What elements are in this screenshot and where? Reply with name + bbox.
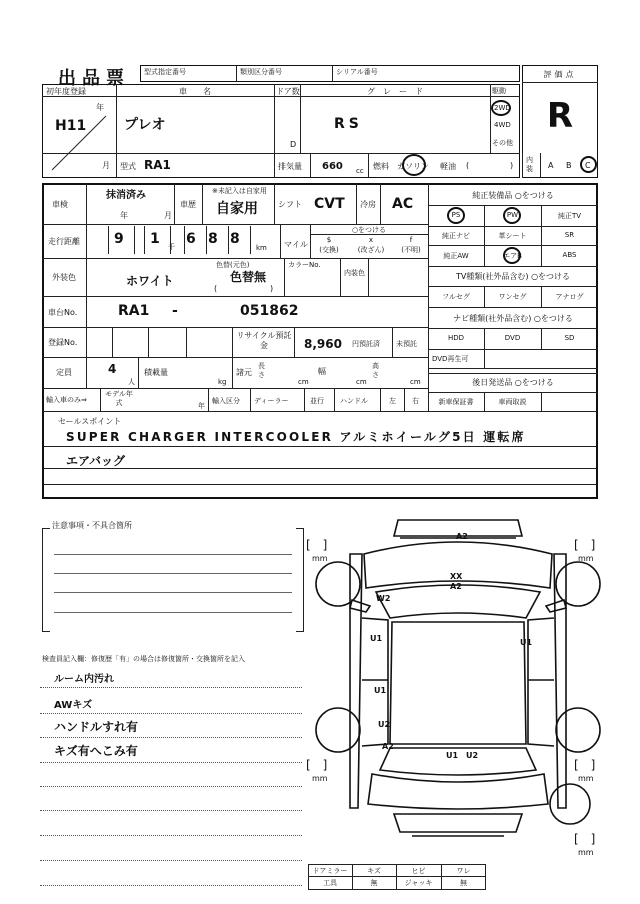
persons-label: 人 (128, 378, 135, 386)
model-year-year: 年 (198, 402, 205, 410)
navi-dvd-playback: DVD再生可 (432, 355, 469, 363)
color-label: 外装色 (52, 273, 76, 282)
history-label: 車歴 (180, 200, 196, 209)
navi-hdd: HDD (447, 334, 465, 342)
navi-sd: SD (564, 334, 575, 342)
mileage-digit: 9 (114, 231, 124, 247)
recycle-label: リサイクル預託金 (236, 331, 292, 350)
fuel-diesel: 軽油 (440, 162, 456, 171)
history-note: ※未記入は自家用 (212, 187, 267, 195)
opt-pw: PW (506, 211, 519, 219)
load-label: 積載量 (144, 368, 168, 377)
evaluation-score: R (546, 96, 574, 136)
legend-h3: ヒビ (411, 867, 426, 875)
damage-mark: A2 (450, 582, 462, 591)
damage-mark: U1 (370, 634, 383, 643)
recycle-paid: 円預託済 (352, 340, 380, 348)
mileage-digit: 8 (230, 231, 240, 247)
km-label: km (256, 244, 267, 252)
ac-value: AC (392, 196, 414, 212)
damage-mark: W2 (376, 594, 391, 603)
note-item: AWキズ (54, 700, 93, 711)
type-cert-label: 型式指定番号 (144, 68, 186, 76)
inspection-label: 車検 (52, 200, 68, 209)
car-name-value: プレオ (124, 117, 166, 133)
model-year-label: モデル年式 (105, 390, 133, 407)
wheel-bracket-spare: [ ] (574, 832, 596, 846)
opt-ps-circle (447, 207, 465, 224)
car-damage-diagram (300, 508, 620, 868)
first-reg-value: H11 (55, 118, 87, 134)
opt-leather: 革シート (498, 232, 527, 240)
chassis-prefix: RA1 (118, 303, 150, 319)
interior-b: B (566, 161, 572, 170)
opt-navi: 純正ナビ (442, 232, 470, 240)
mm-label: mm (578, 774, 594, 783)
opt-sr: SR (564, 231, 575, 239)
sales-point-line1: SUPER CHARGER INTERCOOLER アルミホイールグ5日 運転席 (66, 430, 526, 444)
length-cm: cm (298, 378, 309, 386)
import-parallel: 並行 (310, 397, 324, 405)
drive-other: その他 (492, 139, 513, 147)
grade-value: RS (334, 116, 363, 132)
meter-s-text: (交換) (319, 246, 339, 254)
legend-h1: ドアミラー (312, 867, 348, 875)
import-category-label: 輸入区分 (212, 397, 240, 405)
category-label: 類別区分番号 (240, 68, 282, 76)
interior-c: C (585, 161, 591, 170)
interior-label: 内装 (526, 156, 533, 173)
inspector-label: 検査員記入欄：修復歴「有」の場合は修復箇所・交換箇所を記入 (42, 655, 245, 663)
chassis-label: 車台No. (48, 308, 78, 317)
fuel-gasoline: ガソリン (397, 162, 429, 171)
color-paren-open: ( (214, 284, 218, 293)
drive-label: 駆動 (492, 87, 506, 95)
legend-r3: ジャッキ (404, 879, 433, 887)
later-manual: 車両取説 (498, 398, 527, 406)
handle-label: ハンドル (340, 397, 368, 405)
note-item: ハンドルすれ有 (54, 720, 139, 734)
mileage-digit: 6 (186, 231, 196, 247)
opt-abs: ABS (562, 251, 577, 259)
height-label: 高さ (372, 362, 379, 379)
fuel-paren-close: ) (510, 161, 514, 170)
mm-label: mm (578, 554, 594, 563)
inspection-value: 抹消済み (106, 190, 146, 201)
chassis-dash: - (172, 303, 178, 319)
evaluation-label: 評価点 (543, 70, 577, 79)
handle-left: 左 (389, 397, 396, 405)
damage-mark: A2 (456, 532, 468, 541)
model-label: 型式 (120, 162, 136, 171)
mileage-digit: 1 (150, 231, 160, 247)
wheel-bracket-fr: [ ] (574, 538, 596, 552)
later-shipped-label: 後日発送品 ○をつける (472, 378, 554, 387)
tv-oneseg: ワンセグ (498, 293, 527, 301)
inspection-year: 年 (120, 211, 128, 220)
drive-2wd-circle (491, 100, 511, 116)
first-reg-slash (48, 104, 108, 172)
dims-label: 諸元 (236, 368, 252, 377)
color-change-value: 色替無 (230, 270, 267, 284)
wheel-bracket-rl: [ ] (306, 758, 328, 772)
caution-label: 注意事項・不具合箇所 (52, 521, 132, 530)
legend-h4: ワレ (456, 867, 471, 875)
import-label: 輸入車のみ⇒ (46, 396, 87, 404)
note-item: キズ有へこみ有 (54, 744, 138, 758)
mm-label: mm (312, 554, 328, 563)
color-paren-close: ) (270, 284, 274, 293)
opt-ps: PS (451, 211, 461, 219)
navi-type-label: ナビ種類(社外品含む) ○をつける (453, 314, 573, 323)
damage-mark: U1 U2 (446, 751, 479, 760)
fuel-paren-open: ( (466, 161, 470, 170)
mileage-digit: 8 (208, 231, 218, 247)
caution-bracket-left (42, 528, 50, 632)
length-label: 長さ (258, 362, 265, 379)
fuel-label: 燃料 (373, 162, 389, 171)
form-title: 出品票 (58, 68, 130, 89)
opt-airbag-circle (503, 247, 521, 264)
capacity-value: 4 (108, 362, 117, 376)
meter-f: f (409, 236, 413, 244)
chassis-number: 051862 (240, 303, 299, 319)
damage-mark: U1 (520, 638, 533, 647)
month-label: 月 (102, 161, 110, 170)
meter-f-text: (不明) (401, 246, 421, 254)
color-no-label: カラーNo. (288, 261, 321, 269)
fuel-gasoline-circle (402, 154, 426, 176)
legend-h2: キズ (367, 867, 381, 875)
meter-s: $ (326, 236, 332, 244)
doors-label: ドア数 (276, 87, 300, 96)
kg-label: kg (218, 378, 227, 386)
width-cm: cm (356, 378, 367, 386)
displacement-value: 660 (322, 161, 343, 172)
displacement-label: 排気量 (278, 162, 302, 171)
grade-label: グ レ ー ド (367, 87, 423, 96)
damage-mark: A2 (382, 742, 394, 751)
shift-label: シフト (278, 200, 302, 209)
ac-label: 冷房 (360, 200, 376, 209)
meter-circle-note: ○をつける (351, 226, 387, 234)
cc-label: cc (356, 167, 364, 175)
damage-mark: XX (450, 572, 463, 581)
height-cm: cm (410, 378, 421, 386)
recycle-unpaid: 未預託 (396, 340, 417, 348)
mileage-digits (106, 228, 274, 254)
handle-right: 右 (412, 397, 419, 405)
sales-point-line2: エアバッグ (66, 454, 126, 468)
interior-color-label: 内装色 (344, 269, 365, 277)
opt-airbag: エアB (503, 252, 522, 260)
serial-label: シリアル番号 (336, 68, 378, 76)
later-warranty: 新車保証書 (438, 398, 474, 406)
tv-type-label: TV種類(社外品含む) ○をつける (455, 272, 571, 281)
door-d-label: D (290, 140, 297, 149)
recycle-value: 8,960 (304, 337, 342, 351)
capacity-label: 定員 (56, 368, 72, 377)
mm-label: mm (578, 848, 594, 857)
model-value: RA1 (144, 158, 171, 172)
car-name-label: 車 名 (179, 87, 211, 96)
opt-pw-circle (503, 207, 521, 224)
header-id-row (140, 65, 520, 82)
note-item: ルーム内汚れ (54, 674, 114, 685)
first-reg-label: 初年度登録 (46, 87, 86, 96)
color-value: ホワイト (126, 274, 174, 288)
interior-c-circle (580, 156, 597, 173)
tv-fullseg: フルセグ (442, 293, 470, 301)
inspection-month: 月 (164, 211, 172, 220)
damage-mark: U2 (378, 720, 391, 729)
legend-r2: 無 (370, 879, 378, 887)
year-label: 年 (96, 103, 104, 112)
color-change-label: 色替(元色) (216, 261, 250, 269)
sales-point-label: セールスポイント (58, 417, 122, 426)
tv-analog: アナログ (555, 293, 584, 301)
mile-label: マイル (284, 240, 308, 249)
history-value: 自家用 (216, 201, 258, 217)
wheel-bracket-fl: [ ] (306, 538, 328, 552)
width-label: 幅 (318, 367, 326, 376)
thousand-label: 千 (168, 243, 175, 251)
interior-a: A (548, 161, 554, 170)
import-dealer: ディーラー (254, 397, 289, 405)
legend-r4: 無 (460, 879, 467, 887)
mm-label: mm (312, 774, 328, 783)
wheel-bracket-rr: [ ] (574, 758, 596, 772)
genuine-options-label: 純正装備品 ○をつける (472, 191, 554, 200)
drive-2wd: 2WD (494, 104, 511, 112)
mileage-label: 走行距離 (48, 237, 80, 246)
meter-x-text: (改ざん) (357, 246, 385, 254)
reg-no-label: 登録No. (48, 338, 78, 347)
drive-4wd: 4WD (494, 121, 511, 129)
opt-tv: 純正TV (557, 212, 582, 220)
legend-r1: 工具 (323, 879, 337, 887)
shift-value: CVT (314, 196, 345, 212)
meter-x: x (368, 236, 374, 244)
navi-dvd: DVD (504, 334, 521, 342)
damage-mark: U1 (374, 686, 387, 695)
opt-aw: 純正AW (443, 252, 469, 260)
